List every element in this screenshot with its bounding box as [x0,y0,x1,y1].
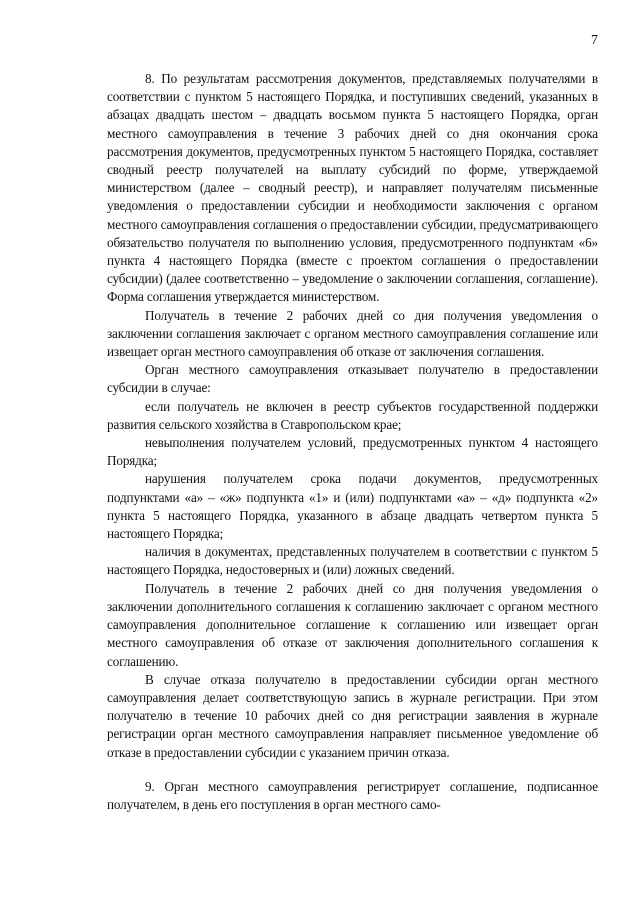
paragraph-9: 9. Орган местного самоуправления регистрирует соглашение, подписанное получателем, в день его поступления в орган местного само- [107,778,598,812]
paragraph-refusal-intro: Орган местного самоуправления отказывает получателю в предоставлении субсидии в случае: [107,362,598,396]
paragraph-refusal-record: В случае отказа получателю в предоставлении субсидии орган местного самоуправления делает соответствующую запись в журнале регистрации. При этом получателю в течение 10 рабочих дней со дня регистрации заявления в журнале регистрации орган местного самоуправления направляет письменное уведомление об отказе в предоставлении субсидии с указанием причин отказа. [107,671,598,760]
paragraph-agreement-signing: Получатель в течение 2 рабочих дней со дня получения уведомления о заключении соглашения заключает с органом местного самоуправления соглашение или извещает орган местного самоуправления об отказе от заключения соглашения. [107,307,598,360]
paragraph-8: 8. По результатам рассмотрения документов, представляемых получателями в соответствии с пунктом 5 настоящего Порядка, и поступивших сведений, указанных в абзацах двадцать шестом – двадцать восьмом пункта 5 настоящего Порядка, орган местного самоуправления в течение 3 рабочих дней со дня окончания срока рассмотрения документов, предусмотренных пунктом 5 настоящего Порядка, составляет сводный реестр получателей на выплату субсидий по форме, утверждаемой министерством (далее – сводный реестр), и направляет получателям письменные уведомления о предоставлении субсидии и необходимости заключения с органом местного самоуправления соглашения о предоставлении субсидии, предусматривающего обязательство получателя по выполнению условия, предусмотренного подпунктам «6» пункта 4 настоящего Порядка (вместе с проектом соглашения о предоставлении субсидии) (далее соответственно – уведомление о заключении соглашения, соглашение). Форма соглашения утверждается министерством. [107,71,598,305]
paragraph-refusal-reason-3: нарушения получателем срока подачи документов, предусмотренных подпунктами «а» – «ж» подпункта «1» и (или) подпунктами «а» – «д» подпункта «2» пункта 5 настоящего Порядка, указанного в абзаце двадцать четвертом пункта 5 настоящего Порядка; [107,471,598,542]
page-number: 7 [591,33,598,48]
document-body [107,70,598,814]
paragraph-refusal-reason-4: наличия в документах, представленных получателем в соответствии с пунктом 5 настоящего Порядка, недостоверных и (или) ложных сведений. [107,544,598,578]
paragraph-refusal-reason-1: если получатель не включен в реестр субъектов государственной поддержки развития сельского хозяйства в Ставропольском крае; [107,398,598,432]
paragraph-additional-agreement: Получатель в течение 2 рабочих дней со дня получения уведомления о заключении дополнительного соглашения к соглашению заключает с органом местного самоуправления дополнительное соглашение к соглашению или извещает орган местного самоуправления об отказе от заключения дополнительного соглашения к соглашению. [107,580,598,669]
paragraph-refusal-reason-2: невыполнения получателем условий, предусмотренных пунктом 4 настоящего Порядка; [107,435,598,469]
